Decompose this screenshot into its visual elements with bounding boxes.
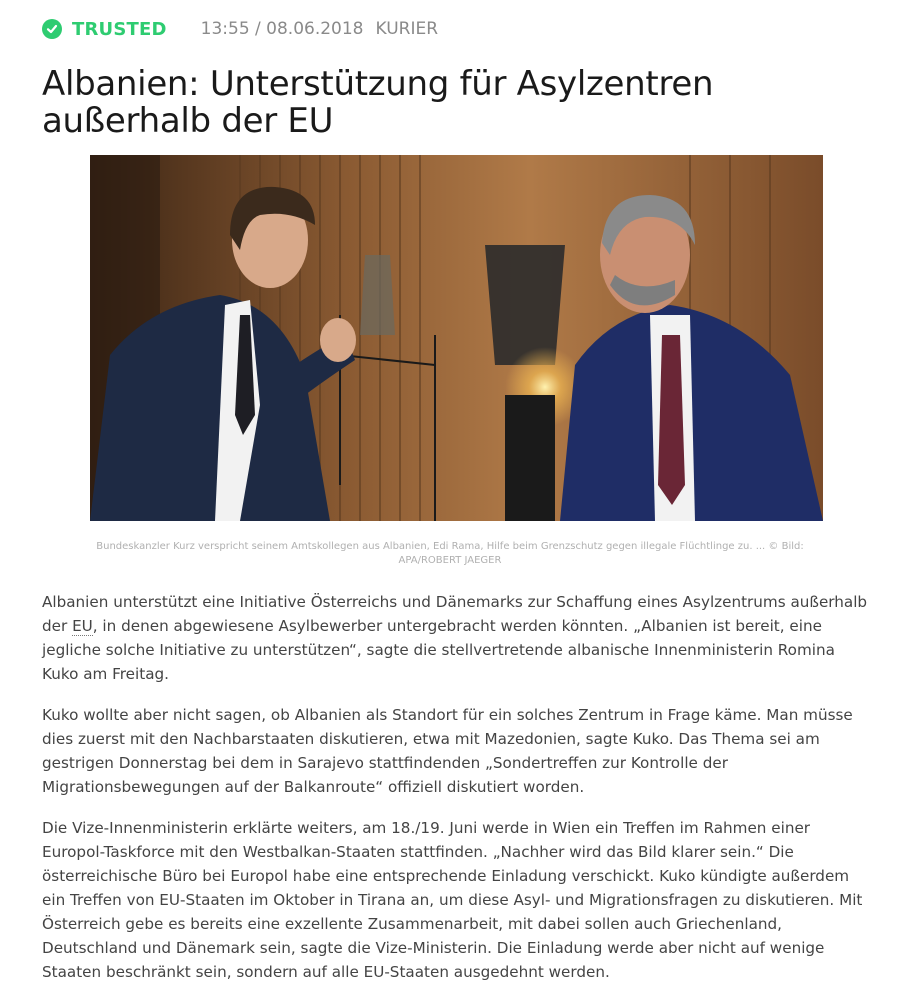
article-meta [42, 16, 438, 42]
trusted-badge: TRUSTED [72, 18, 167, 40]
photo-caption [60, 540, 840, 568]
article-photo [90, 155, 823, 521]
p1-text-end: , in denen abgewiesene Asylbewerber untergebracht werden könnten. „Albanien ist bereit, eine jegliche solche Initiative zu unterstützen“, sagte die stellvertretende albanische Innenministerin Romina Kuko am Freitag. [42, 617, 835, 683]
eu-link[interactable]: EU [72, 617, 93, 635]
publish-datetime: 13:55 / 08.06.2018 [200, 19, 364, 39]
paragraph-1 [42, 590, 872, 686]
paragraph-3: Die Vize-Innenministerin erklärte weiters, am 18./19. Juni werde in Wien ein Treffen im Rahmen einer Europol-Taskforce mit den Westbalkan-Staaten stattfinden. „Nachher wird das Bild klarer sein.“ Die österreichische Büro bei Europol habe eine entsprechende Einladung verschickt. Kuko kündigte außerdem ein Treffen von EU-Staaten im Oktober in Tirana an, um diese Asyl- und Migrationsfragen zu diskutieren. Mit Österreich gebe es bereits eine exzellente Zusammenarbeit, mit dabei sollen auch Griechenland, Deutschland und Dänemark sein, sagte die Vize-Ministerin. Die Einladung werde aber nicht auf wenige Staaten beschränkt sein, sondern auf alle EU-Staaten ausgedehnt werden. [42, 819, 863, 981]
paragraph-2: Kuko wollte aber nicht sagen, ob Albanien als Standort für ein solches Zentrum in Frage käme. Man müsse dies zuerst mit den Nachbarstaaten diskutieren, etwa mit Mazedonien, sagte Kuko. Das Thema sei am gestrigen Donnerstag bei dem in Sarajevo stattfindenden „Sondertreffen zur Kontrolle der Migrationsbewegungen auf der Balkanroute“ offiziell diskutiert worden. [42, 706, 853, 796]
source-name[interactable]: KURIER [375, 19, 439, 39]
caption-line-2: APA/ROBERT JAEGER [398, 555, 502, 566]
check-circle-icon [42, 19, 62, 39]
title-line-2: außerhalb der EU [42, 101, 334, 141]
article-title [42, 66, 862, 140]
caption-line-1: Bundeskanzler Kurz verspricht seinem Amtskollegen aus Albanien, Edi Rama, Hilfe beim Grenzschutz gegen illegale Flüchtlinge zu. ... © Bild: [96, 541, 804, 552]
p1-text-start: Albanien unterstützt eine Initiative Österreichs und Dänemarks zur Schaffung eines Asylzentrums außerhalb der [42, 593, 868, 635]
article-body [42, 590, 872, 1001]
title-line-1: Albanien: Unterstützung für Asylzentren [42, 64, 714, 104]
